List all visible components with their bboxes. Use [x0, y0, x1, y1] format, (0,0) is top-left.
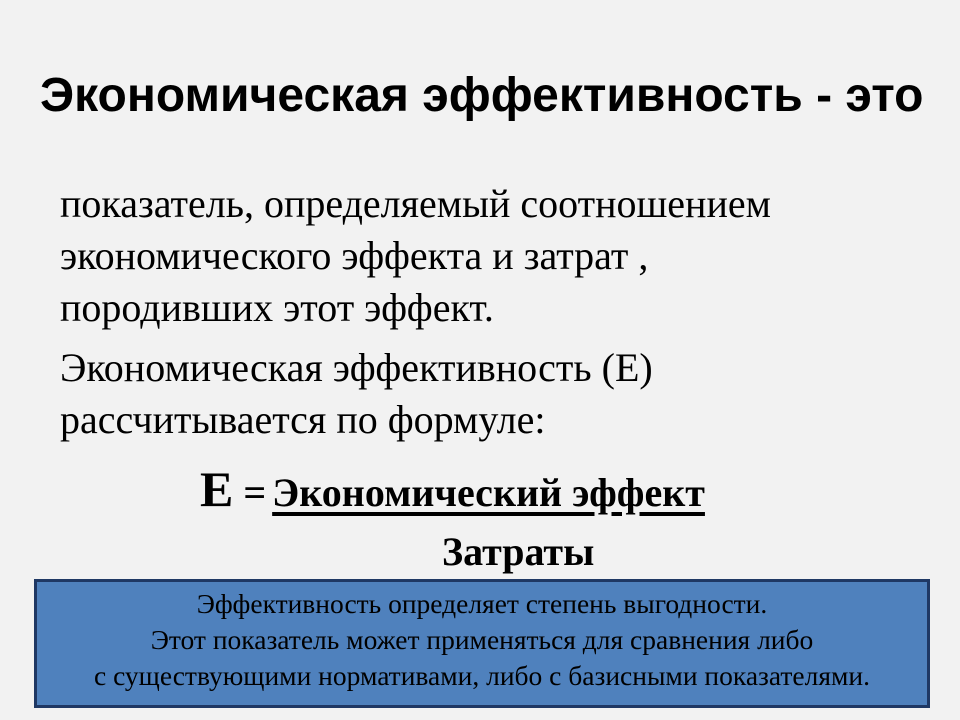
formula-denominator: Затраты	[442, 529, 595, 574]
definition-line: экономического эффекта и затрат ,	[60, 233, 649, 278]
efficiency-formula	[200, 460, 705, 518]
formula-equals-sign: =	[243, 470, 267, 515]
formula-intro-line: рассчитывается по формуле:	[60, 397, 546, 442]
formula-intro-paragraph	[60, 342, 920, 446]
formula-numerator: Экономический эффект	[272, 470, 705, 515]
definition-paragraph	[60, 178, 920, 334]
formula-intro-line: Экономическая эффективность (Е)	[60, 345, 653, 390]
note-line: Эффективность определяет степень выгодности.	[196, 588, 768, 619]
note-box	[34, 579, 930, 708]
definition-line: породивших этот эффект.	[60, 285, 494, 330]
note-line: Этот показатель может применяться для сравнения либо	[150, 624, 814, 655]
definition-line: показатель, определяемый соотношением	[60, 181, 771, 226]
note-line: с существующими нормативами, либо с базисными показателями.	[93, 660, 870, 691]
formula-variable: Е	[200, 461, 234, 517]
definition-body	[60, 178, 920, 454]
slide-title: Экономическая эффективность - это	[40, 69, 924, 122]
